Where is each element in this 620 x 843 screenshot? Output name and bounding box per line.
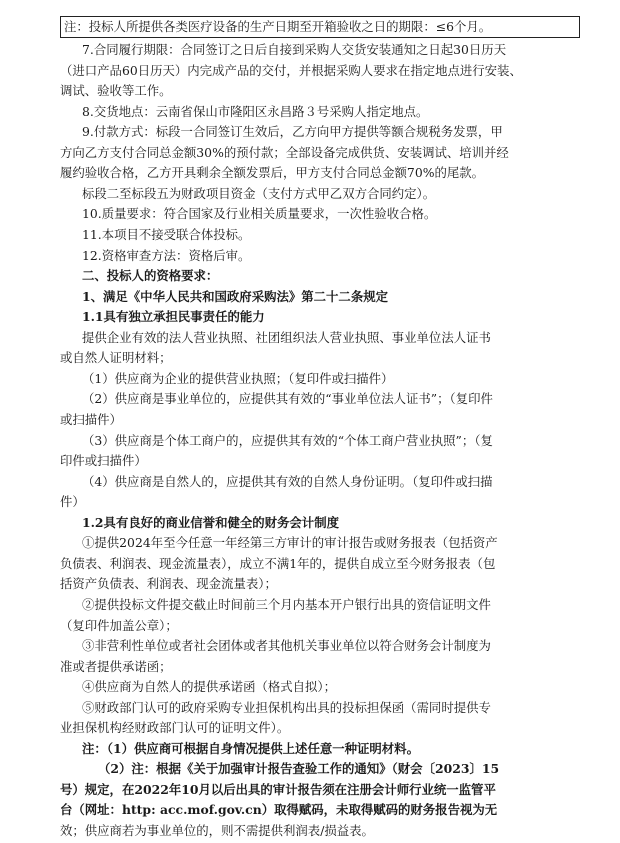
list-item-cont: （复印件加盖公章）；	[60, 617, 178, 633]
list-item: （4）供应商是自然人的，应提供其有效的自然人身份证明。（复印件或扫描	[82, 473, 493, 489]
clause-11: 11.本项目不接受联合体投标。	[82, 227, 251, 242]
note-box-text: 注：投标人所提供各类医疗设备的生产日期至开箱验收之日的期限：≤6个月。	[64, 19, 492, 34]
clause-7-cont: （进口产品60日历天）内完成产品的交付，并根据采购人要求在指定地点进行安装、	[60, 62, 522, 78]
list-item: ③非营利性单位或者社会团体或者其他机关事业单位以符合财务会计制度为	[82, 638, 491, 653]
clause-9-sections: 标段二至标段五为财政项目资金（支付方式甲乙双方合同约定）。	[82, 185, 436, 201]
list-item: （3）供应商是个体工商户的，应提供其有效的“个体工商户营业执照”；（复	[82, 432, 493, 448]
list-item-cont: 业担保机构经财政部门认可的证明文件）。	[60, 720, 290, 736]
list-item-cont: 准或者提供承诺函；	[60, 658, 172, 674]
list-item-cont: 负债表、利润表、现金流量表），成立不满1年的，提供自成立至今财务报表（包	[60, 555, 496, 571]
paragraph: 提供企业有效的法人营业执照、社团组织法人营业执照、事业单位法人证书	[82, 329, 491, 345]
paragraph-cont: 或自然人证明材料；	[60, 350, 172, 366]
list-item: ①提供2024年至今任意一年经第三方审计的审计报告或财务报表（包括资产	[82, 535, 498, 551]
clause-12: 12.资格审查方法：资格后审。	[82, 247, 251, 263]
clause-8: 8.交货地点：云南省保山市隆阳区永昌路３号采购人指定地点。	[82, 103, 429, 119]
list-item-cont: 或扫描件）	[60, 411, 122, 427]
subsection-heading: 1、满足《中华人民共和国政府采购法》第二十二条规定	[82, 288, 388, 304]
clause-9-cont: 履约验收合格，乙方开具剩余全额发票后，甲方支付合同总金额70%的尾款。	[60, 165, 485, 181]
list-item: ⑤财政部门认可的政府采购专业担保机构出具的投标担保函（需同时提供专	[82, 699, 491, 715]
subsection-heading-1-1: 1.1具有独立承担民事责任的能力	[82, 309, 265, 325]
list-item-cont: 印件或扫描件）	[60, 453, 147, 469]
note: （2）注：根据《关于加强审计报告查验工作的通知》（财会〔2023〕15	[98, 761, 500, 777]
note-cont: 号）规定，在2022年10月以后出具的审计报告须在注册会计师行业统一监管平	[60, 781, 496, 797]
clause-7-cont: 调试、验收等工作。	[60, 83, 172, 99]
subsection-heading-1-2: 1.2具有良好的商业信誉和健全的财务会计制度	[82, 514, 339, 530]
note-cont: 效；供应商若为事业单位的，则不需提供利润表/损益表。	[60, 823, 374, 838]
list-item: ④供应商为自然人的提供承诺函（格式自拟）；	[82, 679, 337, 695]
list-item: （2）供应商是事业单位的，应提供其有效的“事业单位法人证书”；（复印件	[82, 391, 493, 407]
section-heading: 二、投标人的资格要求：	[82, 268, 219, 284]
clause-9-cont: 方向乙方支付合同总金额30%的预付款；全部设备完成供货、安装调试、培训并经	[60, 144, 509, 160]
list-item-cont: 括资产负债表、利润表、现金流量表）；	[60, 576, 277, 592]
list-item-cont: 件）	[60, 494, 85, 510]
note-cont: 台（网址：http: acc.mof.gov.cn）取得赋码，未取得赋码的财务报告视为无	[60, 802, 498, 818]
note: 注：（1）供应商可根据自身情况提供上述任意一种证明材料。	[82, 740, 419, 756]
clause-10: 10.质量要求：符合国家及行业相关质量要求，一次性验收合格。	[82, 206, 437, 222]
clause-7: 7.合同履行期限：合同签订之日后自接到采购人交货安装通知之日起30日历天	[82, 42, 507, 57]
list-item: ②提供投标文件提交截止时间前三个月内基本开户银行出具的资信证明文件	[82, 596, 491, 612]
list-item: （1）供应商为企业的提供营业执照；（复印件或扫描件）	[82, 370, 394, 386]
clause-9: 9.付款方式：标段一合同签订生效后，乙方向甲方提供等额合规税务发票，甲	[82, 124, 503, 140]
